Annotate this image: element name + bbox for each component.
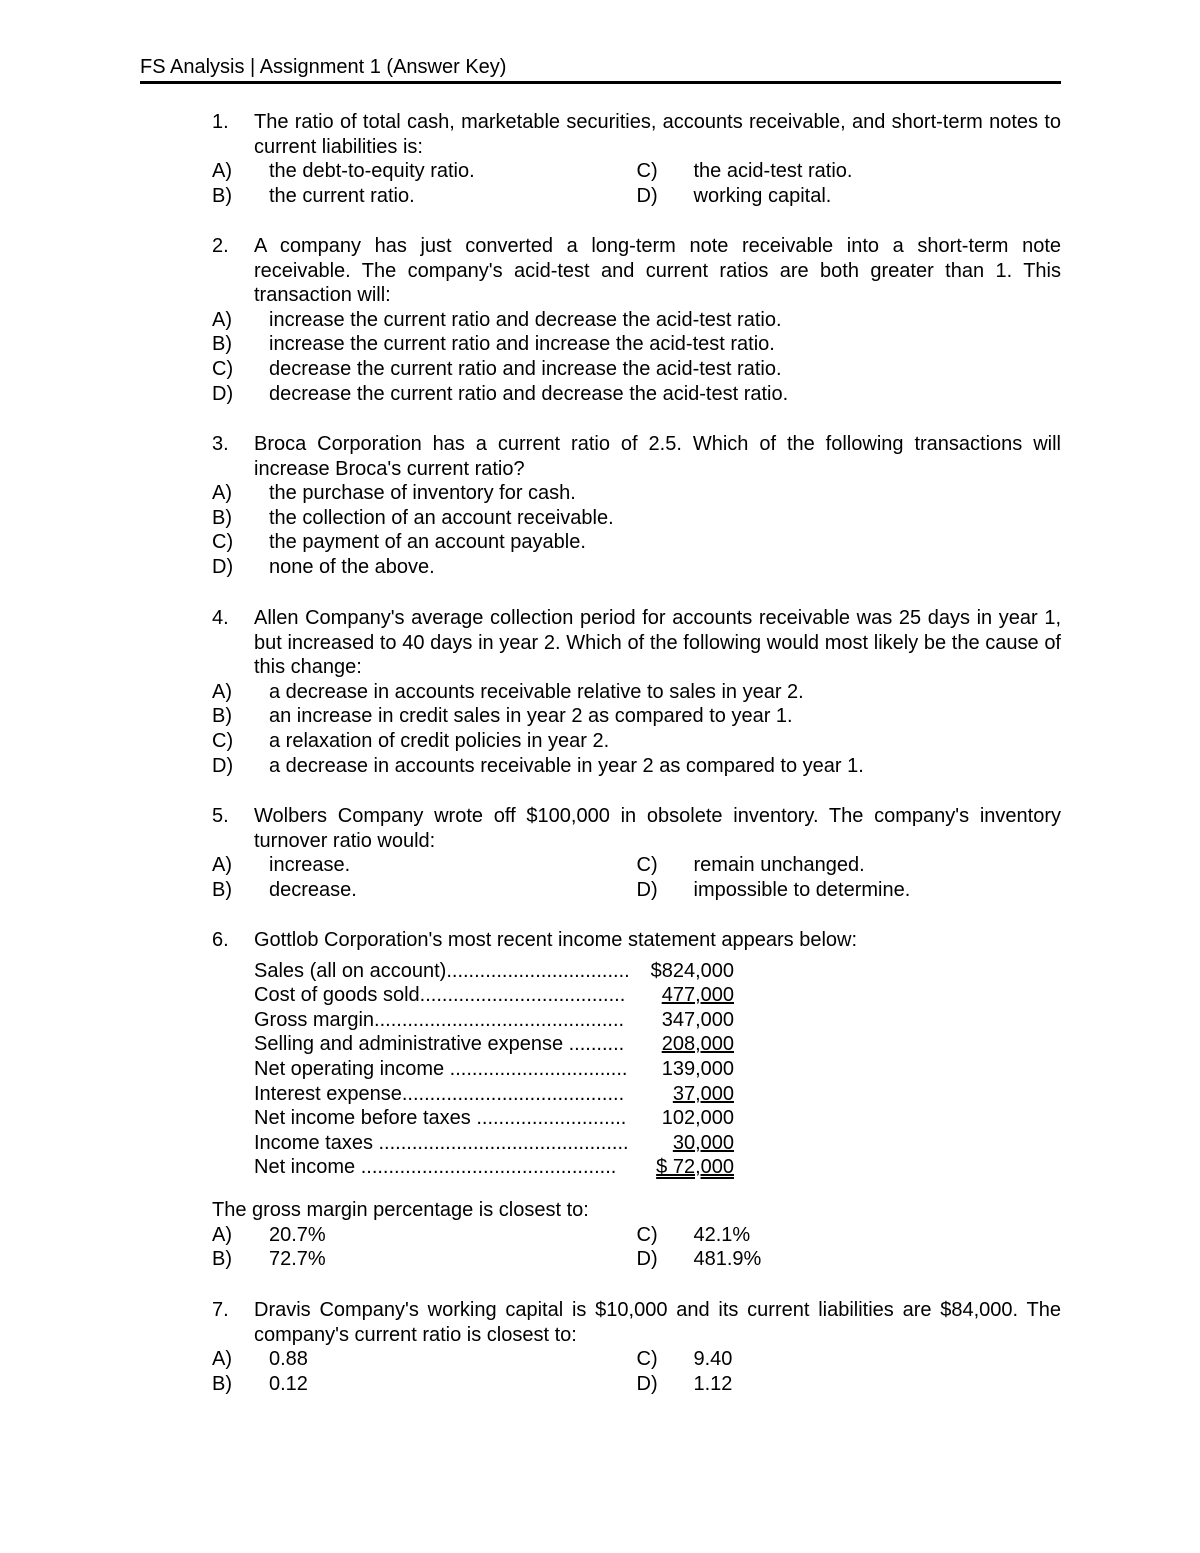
option-b: B) the collection of an account receivable. (212, 506, 614, 529)
question-stem: The ratio of total cash, marketable securities, accounts receivable, and short-term notes to current liabilities is: (254, 111, 1061, 158)
page-title: FS Analysis | Assignment 1 (Answer Key) (140, 56, 507, 78)
question-number: 1. (212, 111, 229, 133)
question-stem: Allen Company's average collection period for accounts receivable was 25 days in year 1, but increased to 40 days in year 2. Which of the following would most likely be the cause of this change: (254, 607, 1061, 679)
question-3 (212, 432, 1061, 580)
option-b: B) 72.7% (212, 1248, 326, 1271)
option-d: D) decrease the current ratio and decrease the acid-test ratio. (212, 382, 789, 405)
option-c: C) 42.1% (636, 1223, 751, 1246)
option-d: D) a decrease in accounts receivable in year 2 as compared to year 1. (212, 754, 864, 777)
question-text: The gross margin percentage is closest to: (212, 1199, 589, 1221)
option-c: C) the acid-test ratio. (636, 160, 853, 183)
statement-row: Gross margin............................................. 347,000 (254, 1008, 734, 1031)
header-rule (140, 81, 1061, 84)
question-number: 4. (212, 607, 229, 629)
option-c: C) a relaxation of credit policies in year 2. (212, 729, 610, 752)
option-a: A) the debt-to-equity ratio. (212, 160, 475, 183)
options (212, 481, 1061, 579)
option-d: D) none of the above. (212, 555, 435, 578)
question-stem: Gottlob Corporation's most recent income statement appears below: (254, 929, 858, 951)
option-c: C) the payment of an account payable. (212, 531, 586, 554)
question-number: 5. (212, 805, 229, 827)
question-stem: Dravis Company's working capital is $10,000 and its current liabilities are $84,000. The company's current ratio is closest to: (254, 1299, 1061, 1346)
option-a: A) increase the current ratio and decrease the acid-test ratio. (212, 308, 782, 331)
options (212, 1347, 1061, 1396)
question-6-prompt (212, 1198, 1061, 1272)
option-a: A) 0.88 (212, 1348, 308, 1371)
statement-row: Sales (all on account)................................. $824,000 (254, 959, 734, 982)
question-number: 6. (212, 929, 229, 951)
option-a: A) a decrease in accounts receivable relative to sales in year 2. (212, 680, 804, 703)
statement-row: Interest expense........................................ 37,000 (254, 1082, 734, 1105)
option-c: C) 9.40 (636, 1348, 733, 1371)
option-d: D) working capital. (636, 184, 832, 207)
option-b: B) decrease. (212, 878, 357, 901)
question-7 (212, 1298, 1061, 1396)
question-stem: Broca Corporation has a current ratio of 2.5. Which of the following transactions will increase Broca's current ratio? (254, 433, 1061, 480)
option-a: A) the purchase of inventory for cash. (212, 482, 576, 505)
question-number: 2. (212, 235, 229, 257)
question-stem: A company has just converted a long-term note receivable into a short-term note receivable. The company's acid-test and current ratios are both greater than 1. This transaction will: (254, 235, 1061, 307)
option-b: B) 0.12 (212, 1372, 308, 1395)
question-6 (212, 928, 1061, 1184)
option-b: B) increase the current ratio and increase the acid-test ratio. (212, 333, 775, 356)
options (212, 159, 1061, 208)
options (212, 308, 1061, 406)
question-1 (212, 110, 1061, 208)
option-a: A) 20.7% (212, 1223, 326, 1246)
page-header (140, 54, 1061, 84)
option-d: D) 481.9% (636, 1248, 762, 1271)
options (212, 853, 1061, 902)
option-b: B) an increase in credit sales in year 2 as compared to year 1. (212, 705, 793, 728)
option-d: D) impossible to determine. (636, 878, 911, 901)
statement-row: Income taxes ............................................. 30,000 (254, 1131, 734, 1154)
statement-row: Net income .............................................. $ 72,000 (254, 1156, 734, 1179)
income-statement (254, 959, 1061, 1180)
statement-row: Net operating income ................................ 139,000 (254, 1057, 734, 1080)
question-2 (212, 234, 1061, 406)
question-5 (212, 804, 1061, 902)
statement-row: Selling and administrative expense .......... 208,000 (254, 1033, 734, 1056)
question-stem: Wolbers Company wrote off $100,000 in obsolete inventory. The company's inventory turnover ratio would: (254, 805, 1061, 852)
option-a: A) increase. (212, 854, 351, 877)
question-number: 7. (212, 1299, 229, 1321)
question-number: 3. (212, 433, 229, 455)
options (212, 680, 1061, 778)
statement-row: Cost of goods sold..................................... 477,000 (254, 984, 734, 1007)
options (212, 1223, 1061, 1272)
option-d: D) 1.12 (636, 1372, 733, 1395)
option-b: B) the current ratio. (212, 184, 415, 207)
option-c: C) decrease the current ratio and increase the acid-test ratio. (212, 357, 782, 380)
option-c: C) remain unchanged. (636, 854, 865, 877)
statement-row: Net income before taxes ........................... 102,000 (254, 1107, 734, 1130)
question-4 (212, 606, 1061, 778)
